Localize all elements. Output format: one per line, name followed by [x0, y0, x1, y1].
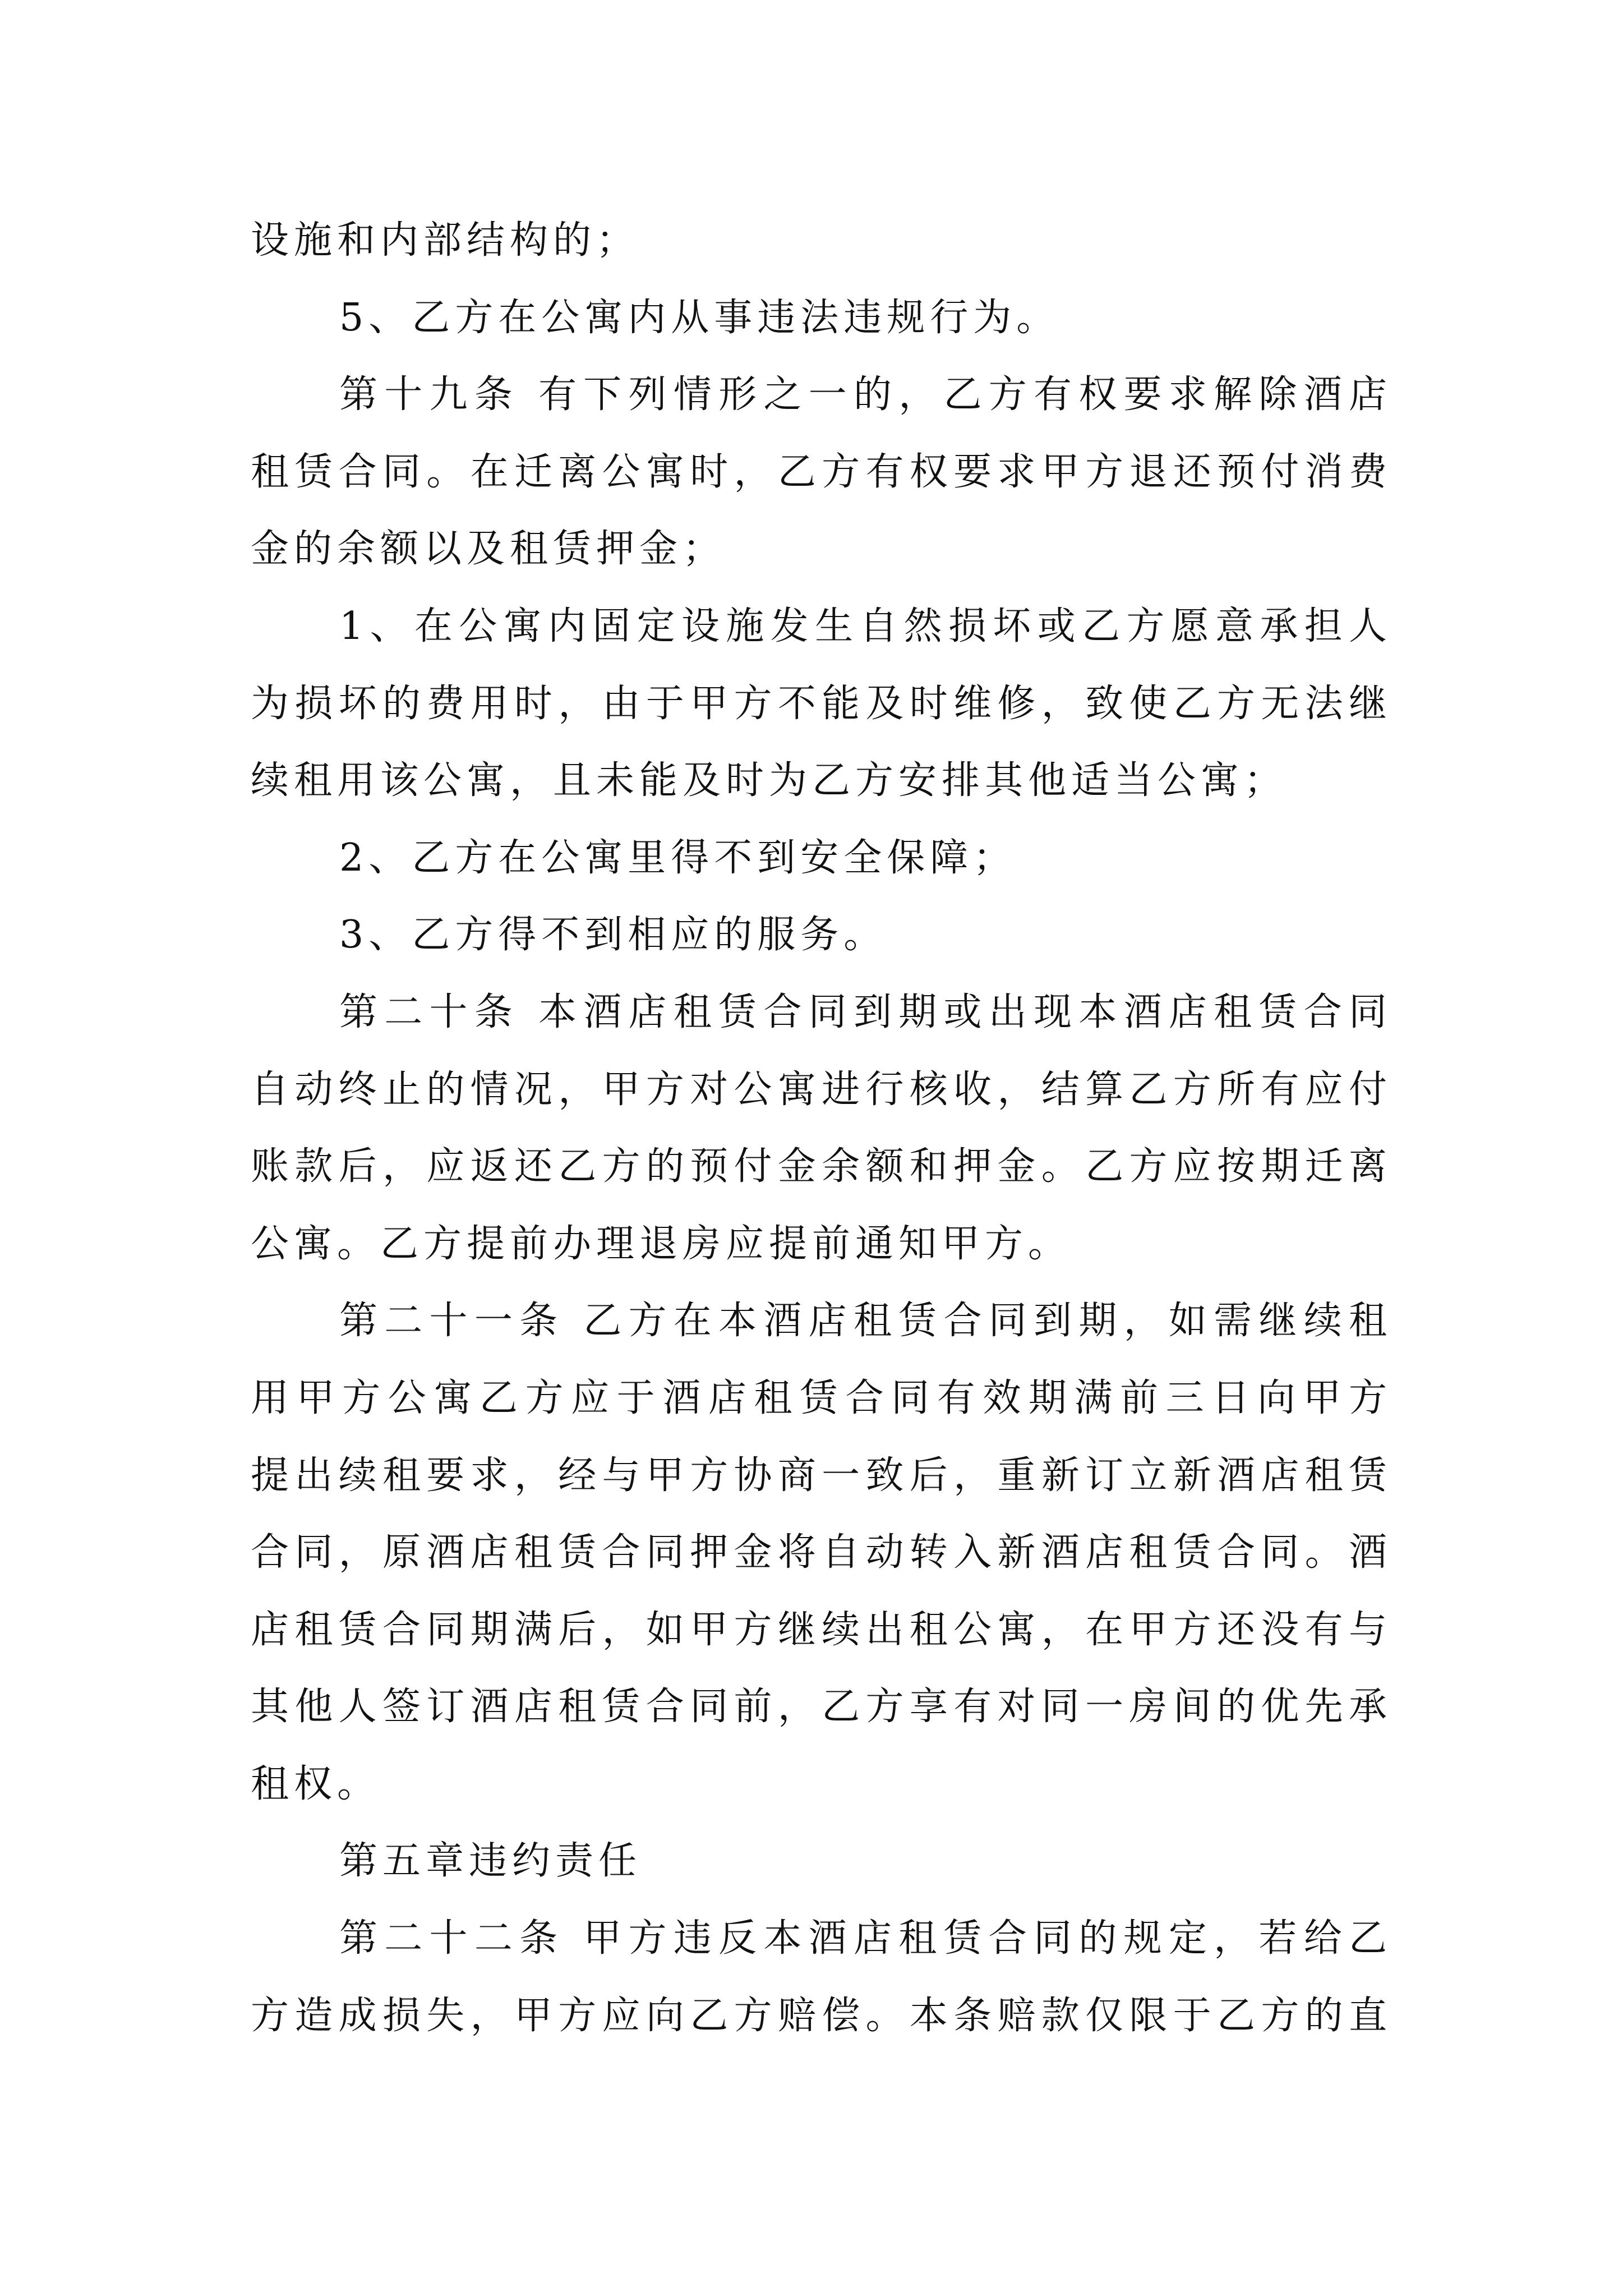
list-item-5: 5、乙方在公寓内从事违法违规行为。	[339, 295, 1060, 340]
text-line: 自动终止的情况，甲方对公寓进行核收，结算乙方所有应付	[251, 1067, 1387, 1112]
text-line: 租赁合同。在迁离公寓时，乙方有权要求甲方退还预付消费	[251, 449, 1387, 494]
text-line: 公寓。乙方提前办理退房应提前通知甲方。	[251, 1221, 1072, 1266]
article-20-heading-line: 第二十条 本酒店租赁合同到期或出现本酒店租赁合同	[339, 990, 1387, 1034]
list-item-1: 1、在公寓内固定设施发生自然损坏或乙方愿意承担人	[339, 604, 1387, 648]
text-line: 金的余额以及租赁押金；	[251, 527, 726, 572]
text-line: 设施和内部结构的；	[251, 218, 640, 263]
text-line: 其他人签订酒店租赁合同前，乙方享有对同一房间的优先承	[251, 1685, 1387, 1729]
document-body	[251, 202, 1387, 2054]
text-line: 用甲方公寓乙方应于酒店租赁合同有效期满前三日向甲方	[251, 1375, 1387, 1420]
text-line: 租权。	[251, 1761, 381, 1806]
article-19-heading-line: 第十九条 有下列情形之一的，乙方有权要求解除酒店	[339, 372, 1387, 417]
chapter-5-heading: 第五章违约责任	[339, 1839, 642, 1884]
list-item-2: 2、乙方在公寓里得不到安全保障；	[339, 835, 1017, 880]
article-22-heading-line: 第二十二条 甲方违反本酒店租赁合同的规定，若给乙	[339, 1916, 1387, 1961]
text-line: 续租用该公寓，且未能及时为乙方安排其他适当公寓；	[251, 758, 1288, 803]
article-21-heading-line: 第二十一条 乙方在本酒店租赁合同到期，如需继续租	[339, 1299, 1387, 1343]
text-line: 合同，原酒店租赁合同押金将自动转入新酒店租赁合同。酒	[251, 1530, 1387, 1575]
text-line: 提出续租要求，经与甲方协商一致后，重新订立新酒店租赁	[251, 1453, 1387, 1498]
text-line: 账款后，应返还乙方的预付金余额和押金。乙方应按期迁离	[251, 1144, 1387, 1189]
text-line: 为损坏的费用时，由于甲方不能及时维修，致使乙方无法继	[251, 681, 1387, 726]
text-line: 店租赁合同期满后，如甲方继续出租公寓，在甲方还没有与	[251, 1607, 1387, 1652]
text-line: 方造成损失，甲方应向乙方赔偿。本条赔款仅限于乙方的直	[251, 1993, 1387, 2038]
list-item-3: 3、乙方得不到相应的服务。	[339, 913, 887, 958]
